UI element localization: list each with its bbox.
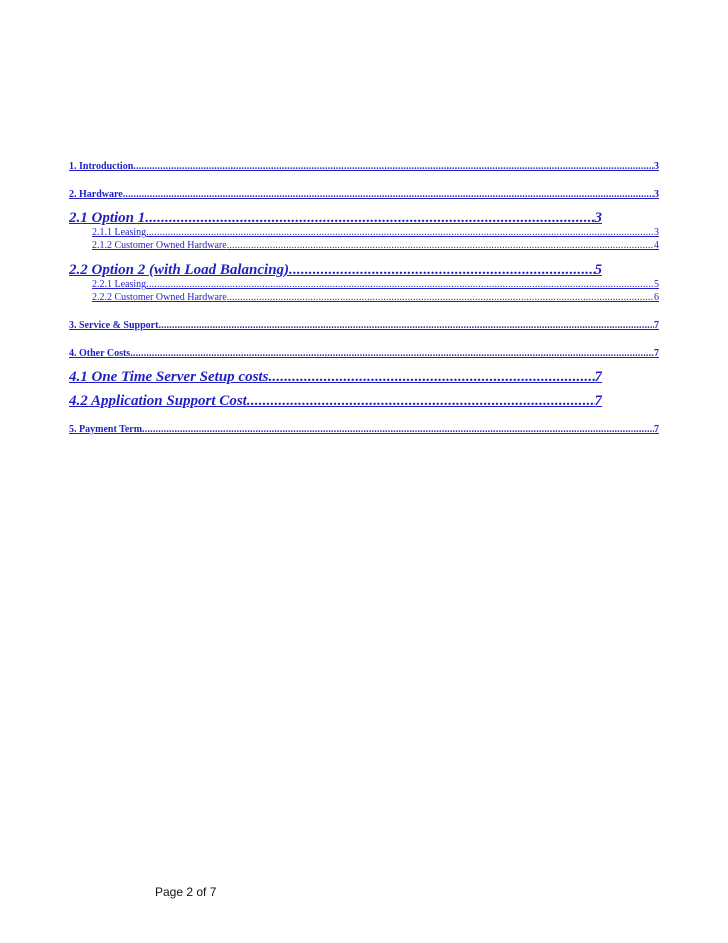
toc-label: 2.2.1 Leasing	[92, 279, 147, 290]
toc-page-number: 6	[654, 292, 659, 303]
toc-page-number: 7	[654, 424, 659, 435]
toc-entry-option-2[interactable]	[69, 262, 602, 280]
toc-page-number: 7	[654, 320, 659, 331]
toc-label: 2.1.1 Leasing	[92, 227, 147, 238]
toc-entry-hardware[interactable]	[69, 189, 659, 202]
toc-leader-dots	[146, 279, 654, 290]
toc-label: 4.1 One Time Server Setup costs	[69, 369, 269, 385]
toc-page-number: 3	[594, 210, 602, 226]
toc-page-number: 4	[654, 240, 659, 251]
toc-entry-leasing-2[interactable]	[92, 279, 659, 292]
toc-label: 4. Other Costs	[69, 348, 131, 359]
toc-page-number: 7	[594, 369, 602, 385]
toc-entry-server-setup-costs[interactable]	[69, 369, 602, 387]
toc-label: 4.2 Application Support Cost	[69, 393, 247, 409]
toc-leader-dots	[142, 424, 654, 435]
toc-page-number: 3	[654, 189, 659, 200]
toc-leader-dots	[133, 161, 654, 172]
toc-page-number: 5	[654, 279, 659, 290]
toc-page-number: 3	[654, 227, 659, 238]
page-footer: Page 2 of 7	[155, 885, 217, 899]
toc-leader-dots	[247, 393, 595, 410]
toc-page-number: 7	[654, 348, 659, 359]
toc-label: 5. Payment Term	[69, 424, 143, 435]
toc-entry-option-1[interactable]	[69, 210, 602, 228]
toc-leader-dots	[227, 240, 654, 251]
toc-leader-dots	[158, 320, 654, 331]
toc-entry-customer-owned-hardware-1[interactable]	[92, 240, 659, 253]
toc-label: 2. Hardware	[69, 189, 123, 200]
toc-label: 2.1.2 Customer Owned Hardware	[92, 240, 227, 251]
toc-label: 2.2 Option 2 (with Load Balancing)	[69, 262, 290, 278]
toc-leader-dots	[227, 292, 654, 303]
toc-label: 3. Service & Support	[69, 320, 159, 331]
toc-page-number: 3	[654, 161, 659, 172]
toc-leader-dots	[145, 210, 594, 227]
toc-entry-payment-term[interactable]	[69, 424, 659, 437]
toc-entry-leasing-1[interactable]	[92, 227, 659, 240]
toc-leader-dots	[146, 227, 654, 238]
toc-entry-customer-owned-hardware-2[interactable]	[92, 292, 659, 305]
toc-page-number: 7	[594, 393, 602, 409]
toc-label: 1. Introduction	[69, 161, 134, 172]
toc-leader-dots	[268, 369, 594, 386]
toc-leader-dots	[130, 348, 654, 359]
toc-entry-service-support[interactable]	[69, 320, 659, 333]
toc-label: 2.2.2 Customer Owned Hardware	[92, 292, 227, 303]
toc-label: 2.1 Option 1	[69, 210, 146, 226]
toc-leader-dots	[123, 189, 654, 200]
toc-leader-dots	[289, 262, 594, 279]
toc-page-number: 5	[594, 262, 602, 278]
toc-entry-application-support-cost[interactable]	[69, 393, 602, 411]
toc-entry-other-costs[interactable]	[69, 348, 659, 361]
toc-entry-introduction[interactable]	[69, 161, 659, 174]
